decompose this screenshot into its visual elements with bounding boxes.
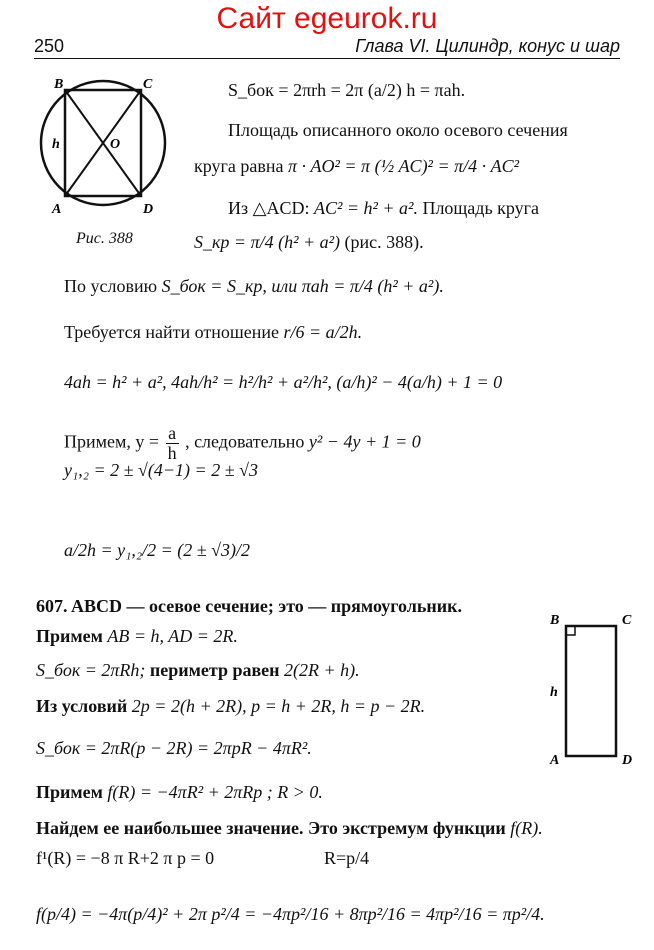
p606-line1: S_бок = 2πrh = 2π (a/2) h = πah.: [228, 80, 466, 100]
figure-607-diagram: [540, 608, 640, 768]
p606-line3: [194, 156, 519, 177]
p606-line6-math: S_бок = S_кр, или πah = π/4 (h² + a²).: [161, 276, 444, 296]
p606-line10: [64, 460, 258, 481]
p607-line4: [36, 696, 425, 717]
right-angle-mark: [566, 626, 575, 635]
label-b: B: [550, 613, 560, 628]
p606-line6-text: По условию: [64, 276, 158, 296]
p607-line4-text: Из условий: [36, 696, 128, 716]
p607-line5: [36, 738, 312, 759]
p607-line3: [36, 660, 360, 681]
p606-line7-text: Требуется найти отношение: [64, 322, 279, 342]
p606-line2: Площадь описанного около осевого сечения: [228, 120, 568, 140]
p607-line1: 607. ABCD — осевое сечение; это — прямоугольник.: [36, 596, 462, 616]
p607-line8: [36, 848, 214, 869]
figure-388-diagram: [30, 70, 180, 230]
p607-line6-math: f(R) = −4πR² + 2πRp ; R > 0.: [107, 782, 323, 802]
p607-line4-math: 2p = 2(h + 2R), p = h + 2R, h = p − 2R.: [131, 696, 426, 716]
p607-line2-math: AB = h, AD = 2R.: [107, 626, 238, 646]
p606-line6: [64, 276, 444, 297]
p607-line7-math: f(R).: [510, 818, 543, 838]
p606-line5-text: (рис. 388).: [344, 232, 424, 252]
label-b: B: [54, 77, 64, 92]
p606-line5-math: S_кр = π/4 (h² + a²): [194, 232, 341, 252]
p607-line9-math: f(p/4) = −4π(p/4)² + 2π p²/4 = −4πp²/16 + 8πp²/16 = 4πp²/16 = πp²/4.: [36, 904, 545, 924]
label-d: D: [143, 202, 154, 217]
p607-line8-math: f¹(R) = −8 π R+2 π p = 0: [36, 848, 215, 868]
label-h: h: [52, 137, 60, 152]
p606-line3-text: круга равна: [194, 156, 284, 176]
p606-line5: [194, 232, 424, 253]
p606-line9-text-b: , следовательно: [185, 431, 305, 452]
p606-line7: [64, 322, 362, 343]
p606-line7-math: r/6 = a/2h.: [283, 322, 363, 342]
p607-line3-math2: 2(2R + h).: [284, 660, 360, 680]
p606-line4-text-b: Площадь круга: [422, 198, 540, 218]
p606-line4-text-a: Из △ACD:: [228, 198, 310, 218]
p607-line6-text: Примем: [36, 782, 103, 802]
p606-fraction-a-h: $\frac{a}{h}$: [167, 423, 177, 463]
p606-line10-math: y₁,₂ = 2 ± √(4−1) = 2 ± √3: [64, 460, 258, 480]
p606-line3-math: π · AO² = π (½ AC)² = π/4 · AC²: [288, 156, 520, 176]
p607-line8-result: R=p/4: [324, 848, 370, 868]
p607-line3-math: S_бок = 2πRh;: [36, 660, 146, 680]
p607-line7: [36, 818, 543, 839]
label-h: h: [550, 685, 558, 700]
label-a: A: [52, 202, 62, 217]
chapter-title: Глава VI. Цилиндр, конус и шар: [355, 36, 620, 56]
page-number: 250: [34, 36, 65, 56]
label-d: D: [622, 753, 633, 768]
header-rule: [34, 58, 620, 59]
p606-line4-math: AC² = h² + a².: [313, 198, 418, 218]
p606-line4: [228, 198, 539, 219]
p606-line8-math: 4ah = h² + a², 4ah/h² = h²/h² + a²/h², (a/h)² − 4(a/h) + 1 = 0: [64, 372, 503, 392]
figure-388-caption: Рис. 388: [76, 230, 133, 247]
p606-line12-math: a/2h = y₁,₂/2 = (2 ± √3)/2: [64, 540, 251, 560]
p606-line12: [64, 540, 250, 561]
p607-line2: [36, 626, 238, 647]
p607-line2-text: Примем: [36, 626, 103, 646]
label-c: C: [143, 77, 153, 92]
p606-line9: [64, 424, 421, 463]
axial-section-rectangle: [566, 626, 616, 756]
label-o: O: [110, 137, 121, 152]
p606-line9-math: y² − 4y + 1 = 0: [308, 431, 421, 452]
label-a: A: [550, 753, 560, 768]
p606-line9-text-a: Примем, y =: [64, 431, 160, 452]
p607-line9: [36, 904, 545, 925]
p607-line7-text: Найдем ее наибольшее значение. Это экстремум функции: [36, 818, 506, 838]
p607-line3-text: периметр равен: [149, 660, 280, 680]
p606-line8: [64, 372, 502, 393]
label-c: C: [622, 613, 632, 628]
p607-line5-math: S_бок = 2πR(p − 2R) = 2πpR − 4πR².: [36, 738, 312, 758]
p607-line6: [36, 782, 323, 803]
site-watermark: Сайт egeurok.ru: [216, 2, 438, 35]
